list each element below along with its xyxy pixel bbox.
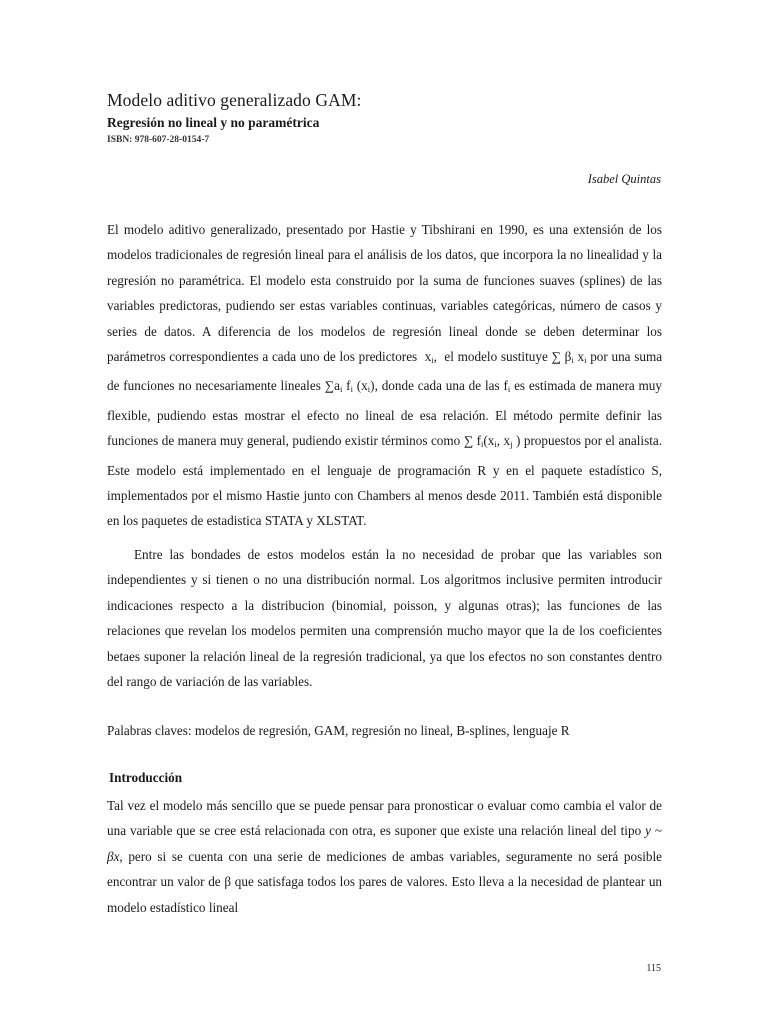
isbn-line: ISBN: 978-607-28-0154-7	[107, 135, 210, 145]
section-heading-introduction: Introducción	[109, 770, 183, 785]
formula-sum-a-f: $\sum a_i$ $f_i$ $(x_i)$	[324, 378, 375, 395]
abstract-text-1: El modelo aditivo generalizado, presentado por Hastie y Tibshirani en 1990, es una extensión de los modelos tradicionales de regresión lineal para el análisis de los datos, que incorpora la no linealidad y la regresión no paramétrica. El modelo esta construido por la suma de funciones suaves (splines) de las variables predictoras, pudiendo ser estas variables continuas, variables categóricas, número de casos y series de datos. A diferencia de los modelos de regresión lineal donde se deben determinar los parámetros correspondientes a cada uno de los predictores	[107, 222, 662, 365]
formula-xi: $x_i$,	[424, 349, 441, 366]
formula-fi: $f_i$	[503, 378, 511, 395]
abstract-text-5: es estimada de manera muy flexible, pudiendo estas mostrar el efecto no lineal de esa relación. El método permite definir las funciones de manera muy general, pudiendo existir términos como	[107, 378, 662, 449]
page-number: 115	[646, 963, 661, 974]
body-paragraph-2: Entre las bondades de estos modelos están la no necesidad de probar que las variables son independientes y si tienen o no una distribución normal. Los algoritmos inclusive permiten introducir indicaciones respecto a la distribucion (binomial, poisson, y algunas otras); las funciones de las relaciones que revelan los modelos permiten una comprensión mucho mayor que la de los coeficientes betaes suponer la relación lineal de la regresión tradicional, ya que los efectos no son constantes dentro del rango de variación de las variables.	[107, 547, 662, 690]
formula-sum-beta-x: ∑ $\beta_i$ $x_i$	[551, 349, 587, 366]
intro-text-2: , pero si se cuenta con una serie de mediciones de ambas variables, seguramente no será posible encontrar un valor de	[107, 848, 662, 890]
abstract-text-4: , donde cada una de las	[374, 378, 500, 394]
abstract-text-2: el modelo sustituye	[444, 349, 548, 365]
intro-text-3: que satisfaga todos los pares de valores. Esto lleva a la necesidad de plantear un modelo estadístico lineal	[107, 874, 663, 915]
abstract-text-3: por una suma de funciones no necesariamente lineales	[107, 349, 663, 394]
abstract-text-6: propuestos por el analista. Este modelo está implementado en el lenguaje de programación R y en el paquete estadístico S, implementados por el mismo Hastie junto con Chambers al menos desde 2011. También está disponible en los paquetes de estadistica STATA y XLSTAT.	[107, 433, 663, 529]
paper-subtitle: Regresión no lineal y no paramétrica	[107, 115, 320, 130]
introduction-paragraph	[107, 793, 662, 920]
formula-sum-f-pair: ∑ $f_i(x_i$, $x_j$ )	[463, 433, 521, 450]
intro-text-1: Tal vez el modelo más sencillo que se puede pensar para pronosticar o evaluar como cambia el valor de una variable que se cree está relacionada con otra, es suponer que existe una relación lineal del tipo	[107, 798, 662, 839]
keywords-line: Palabras claves: modelos de regresión, GAM, regresión no lineal, B-splines, lenguaje R	[107, 723, 570, 738]
formula-beta: β	[224, 874, 232, 890]
author-name: Isabel Quintas	[587, 172, 661, 186]
paper-title: Modelo aditivo generalizado GAM:	[107, 90, 362, 110]
formula-y-beta-x: y ~ βx	[107, 823, 663, 864]
abstract-paragraph	[107, 217, 662, 534]
